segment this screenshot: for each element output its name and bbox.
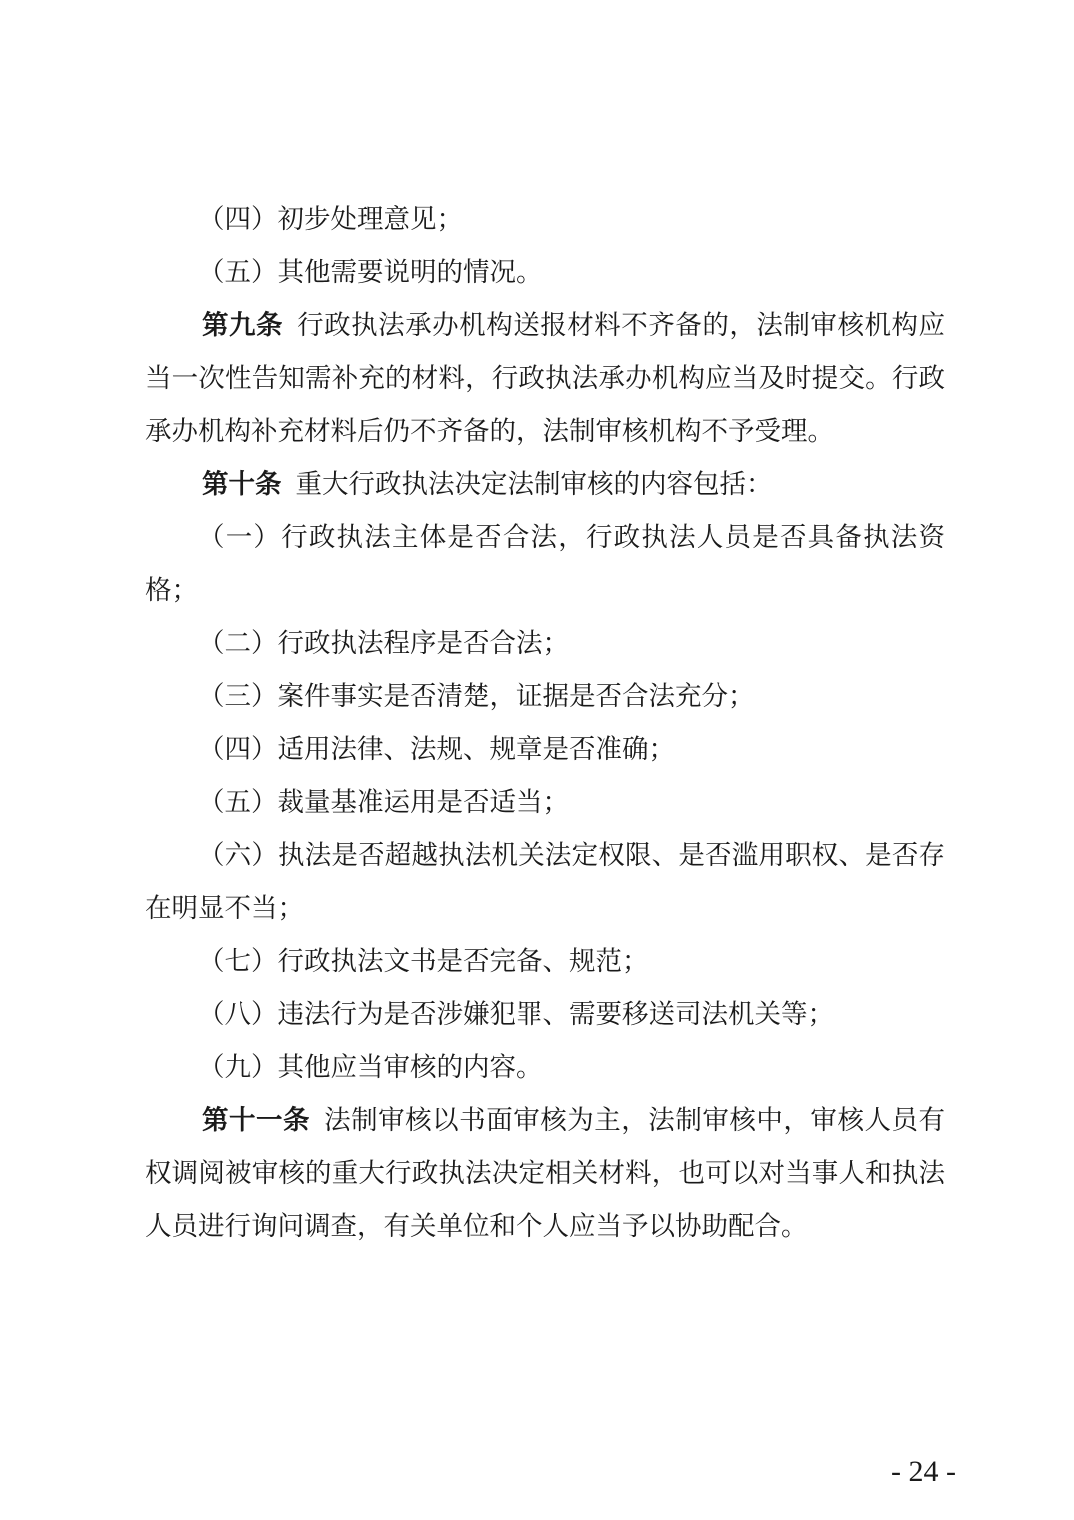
article-heading: 第十条 bbox=[202, 469, 282, 500]
article-9 bbox=[145, 299, 945, 458]
page-number: - 24 - bbox=[891, 1455, 956, 1488]
paragraph-text: （五）其他需要说明的情况。 bbox=[198, 257, 543, 288]
paragraph-text: （八）违法行为是否涉嫌犯罪、需要移送司法机关等； bbox=[198, 999, 834, 1030]
review-item-9 bbox=[145, 1041, 945, 1094]
article-text: 重大行政执法决定法制审核的内容包括： bbox=[295, 469, 773, 500]
article-10 bbox=[145, 458, 945, 511]
review-item-1 bbox=[145, 511, 945, 617]
review-item-2 bbox=[145, 617, 945, 670]
paragraph-text: （四）适用法律、法规、规章是否准确； bbox=[198, 734, 675, 765]
article-heading: 第九条 bbox=[202, 310, 284, 341]
paragraph-text: （三）案件事实是否清楚，证据是否合法充分； bbox=[198, 681, 755, 712]
review-item-3 bbox=[145, 670, 945, 723]
paragraph-text: （四）初步处理意见； bbox=[198, 204, 463, 235]
article-text: 法制审核以书面审核为主，法制审核中，审核人员有权调阅被审核的重大行政执法决定相关材料，也可以对当事人和执法人员进行询问调查，有关单位和个人应当予以协助配合。 bbox=[145, 1105, 946, 1242]
paragraph-item-4 bbox=[145, 193, 945, 246]
document-body bbox=[145, 193, 945, 1253]
article-heading: 第十一条 bbox=[202, 1105, 311, 1136]
paragraph-text: （五）裁量基准运用是否适当； bbox=[198, 787, 569, 818]
article-11 bbox=[145, 1094, 945, 1253]
review-item-4 bbox=[145, 723, 945, 776]
paragraph-text: （六）执法是否超越执法机关法定权限、是否滥用职权、是否存在明显不当； bbox=[145, 840, 945, 924]
paragraph-item-5 bbox=[145, 246, 945, 299]
review-item-5 bbox=[145, 776, 945, 829]
article-text: 行政执法承办机构送报材料不齐备的，法制审核机构应当一次性告知需补充的材料，行政执法承办机构应当及时提交。行政承办机构补充材料后仍不齐备的，法制审核机构不予受理。 bbox=[145, 310, 946, 447]
paragraph-text: （七）行政执法文书是否完备、规范； bbox=[198, 946, 649, 977]
paragraph-text: （九）其他应当审核的内容。 bbox=[198, 1052, 543, 1083]
review-item-8 bbox=[145, 988, 945, 1041]
review-item-6 bbox=[145, 829, 945, 935]
review-item-7 bbox=[145, 935, 945, 988]
paragraph-text: （二）行政执法程序是否合法； bbox=[198, 628, 569, 659]
paragraph-text: （一）行政执法主体是否合法，行政执法人员是否具备执法资格； bbox=[145, 522, 945, 606]
